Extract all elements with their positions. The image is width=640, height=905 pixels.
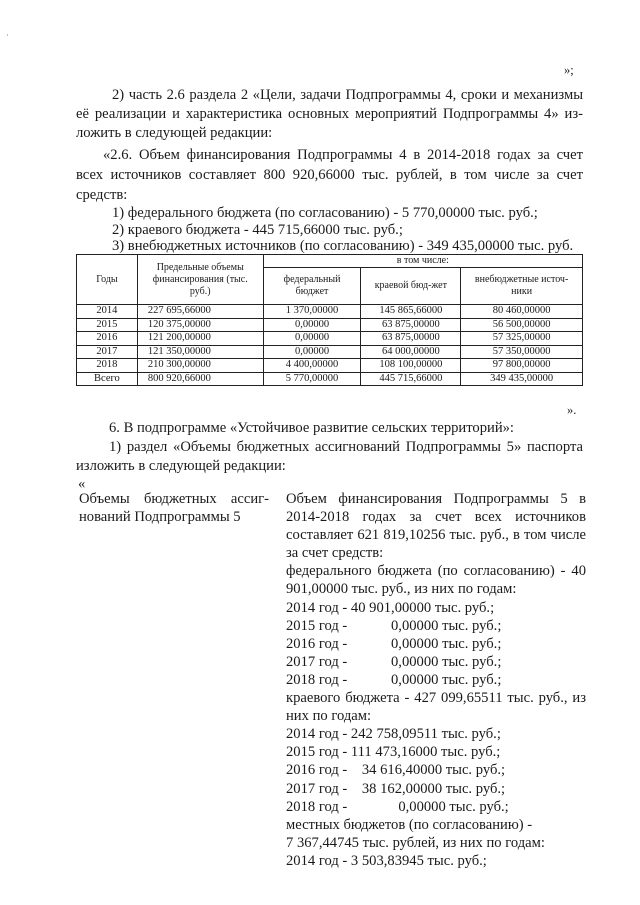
regional-year-2017: 2017 год - 38 162,00000 тыс. руб.; (286, 780, 506, 797)
para2-line1: «2.6. Объем финансирования Подпрограммы 4 в 2014-2018 годах за счет (103, 147, 583, 163)
cell-extrabudget: 349 435,00000 (461, 372, 583, 386)
cell-year: 2016 (77, 332, 138, 346)
passport-content (286, 490, 586, 870)
cell-regional: 63 875,00000 (361, 332, 461, 346)
cell-federal: 0,00000 (263, 345, 361, 359)
cell-year: Всего (77, 372, 138, 386)
federal-year-value: 0,00000 тыс. руб.; (391, 671, 502, 688)
table-row (77, 305, 583, 319)
cell-federal: 0,00000 (263, 332, 361, 346)
table-row (77, 332, 583, 346)
source-regional: 2) краевого бюджета - 445 715,66000 тыс. руб.; (112, 222, 403, 238)
passport-local-head: местных бюджетов (по согласованию) - (286, 816, 533, 833)
cell-year: 2018 (77, 359, 138, 373)
table-row (77, 318, 583, 332)
cell-regional: 445 715,66000 (361, 372, 461, 386)
passport-regional-head: краевого бюджета - 427 099,65511 тыс. руб., из них по годам: (286, 690, 586, 725)
para1-line1: 2) часть 2.6 раздела 2 «Цели, задачи Подпрограммы 4, сроки и механизмы (112, 87, 583, 103)
header-federal: федеральный бюджет (263, 268, 361, 305)
para2-line2: всех источников составляет 800 920,66000 тыс. рублей, в том числе за счет (76, 167, 583, 183)
cell-year: 2015 (77, 318, 138, 332)
federal-year-2017 (286, 653, 586, 671)
federal-year-2014 (286, 599, 586, 617)
section6-title: 6. В подпрограмме «Устойчивое развитие сельских территорий»: (109, 420, 514, 436)
passport-label: Объемы бюджетных ассиг-нований Подпрограммы 5 (79, 491, 269, 525)
federal-year-2015 (286, 617, 586, 635)
cell-regional: 145 865,66000 (361, 305, 461, 319)
cell-total: 800 920,66000 (137, 372, 263, 386)
header-including: в том числе: (263, 255, 582, 268)
para1-line2: её реализации и характеристика основных мероприятий Подпрограммы 4» из- (76, 106, 583, 122)
cell-federal: 5 770,00000 (263, 372, 361, 386)
header-extrabudget: внебюджетные источ-ники (461, 268, 583, 305)
cell-total: 121 200,00000 (137, 332, 263, 346)
federal-year-label: 2017 год - (286, 653, 348, 670)
cell-total: 120 375,00000 (137, 318, 263, 332)
cell-year: 2014 (77, 305, 138, 319)
cell-total: 227 695,66000 (137, 305, 263, 319)
cell-federal: 4 400,00000 (263, 359, 361, 373)
header-years: Годы (77, 255, 138, 305)
table-header-row (77, 255, 583, 268)
table-row (77, 359, 583, 373)
federal-year-value: 0,00000 тыс. руб.; (391, 635, 502, 652)
closing-quote-mark-2: ». (567, 403, 577, 417)
federal-year-label: 2018 год - (286, 671, 348, 688)
table-row-total (77, 372, 583, 386)
cell-regional: 63 875,00000 (361, 318, 461, 332)
cell-extrabudget: 56 500,00000 (461, 318, 583, 332)
cell-extrabudget: 97 800,00000 (461, 359, 583, 373)
financing-table (76, 254, 583, 386)
corner-mark: · (6, 30, 9, 40)
cell-federal: 0,00000 (263, 318, 361, 332)
regional-year-2015: 2015 год - 111 473,16000 тыс. руб.; (286, 744, 501, 761)
table-row (77, 345, 583, 359)
cell-extrabudget: 57 350,00000 (461, 345, 583, 359)
cell-year: 2017 (77, 345, 138, 359)
federal-year-value: 0,00000 тыс. руб.; (391, 617, 502, 634)
cell-extrabudget: 80 460,00000 (461, 305, 583, 319)
federal-year-label: 2015 год - (286, 617, 348, 634)
passport-federal-head: федерального бюджета (по согласованию) - 40 901,00000 тыс. руб., из них по годам: (286, 563, 586, 598)
cell-total: 121 350,00000 (137, 345, 263, 359)
cell-regional: 108 100,00000 (361, 359, 461, 373)
federal-year-2016 (286, 635, 586, 653)
para2-line3: средств: (76, 187, 128, 203)
cell-regional: 64 000,00000 (361, 345, 461, 359)
regional-year-2014: 2014 год - 242 758,09511 тыс. руб.; (286, 726, 501, 743)
local-year-2014: 2014 год - 3 503,83945 тыс. руб.; (286, 852, 487, 869)
header-regional: краевой бюд-жет (361, 268, 461, 305)
header-total: Предельные объемы финансирования (тыс. руб.) (137, 255, 263, 305)
section6-line1: 1) раздел «Объемы бюджетных ассигнований Подпрограммы 5» паспорта (109, 439, 583, 455)
section6-line2: изложить в следующей редакции: (76, 458, 286, 474)
federal-year-label: 2014 год - 40 901,00000 тыс. руб.; (286, 599, 495, 616)
cell-federal: 1 370,00000 (263, 305, 361, 319)
para1-line3: ложить в следующей редакции: (76, 125, 273, 141)
federal-year-value: 0,00000 тыс. руб.; (391, 653, 502, 670)
passport-local-head-2: 7 367,44745 тыс. рублей, из них по годам: (286, 834, 545, 851)
cell-total: 210 300,00000 (137, 359, 263, 373)
source-federal: 1) федерального бюджета (по согласованию) - 5 770,00000 тыс. руб.; (112, 205, 538, 221)
regional-year-2016: 2016 год - 34 616,40000 тыс. руб.; (286, 762, 506, 779)
open-quote-mark: « (78, 476, 86, 492)
closing-quote-mark: »; (564, 63, 574, 77)
regional-year-2018: 2018 год - 0,00000 тыс. руб.; (286, 798, 509, 815)
federal-year-label: 2016 год - (286, 635, 348, 652)
source-extrabudget: 3) внебюджетных источников (по согласованию) - 349 435,00000 тыс. руб. (112, 238, 574, 254)
passport-total-text: Объем финансирования Подпрограммы 5 в 2014-2018 годах за счет всех источников составляет 621 819,10256 тыс. руб., в том числе за счет средств: (286, 491, 586, 562)
federal-year-2018 (286, 671, 586, 689)
cell-extrabudget: 57 325,00000 (461, 332, 583, 346)
